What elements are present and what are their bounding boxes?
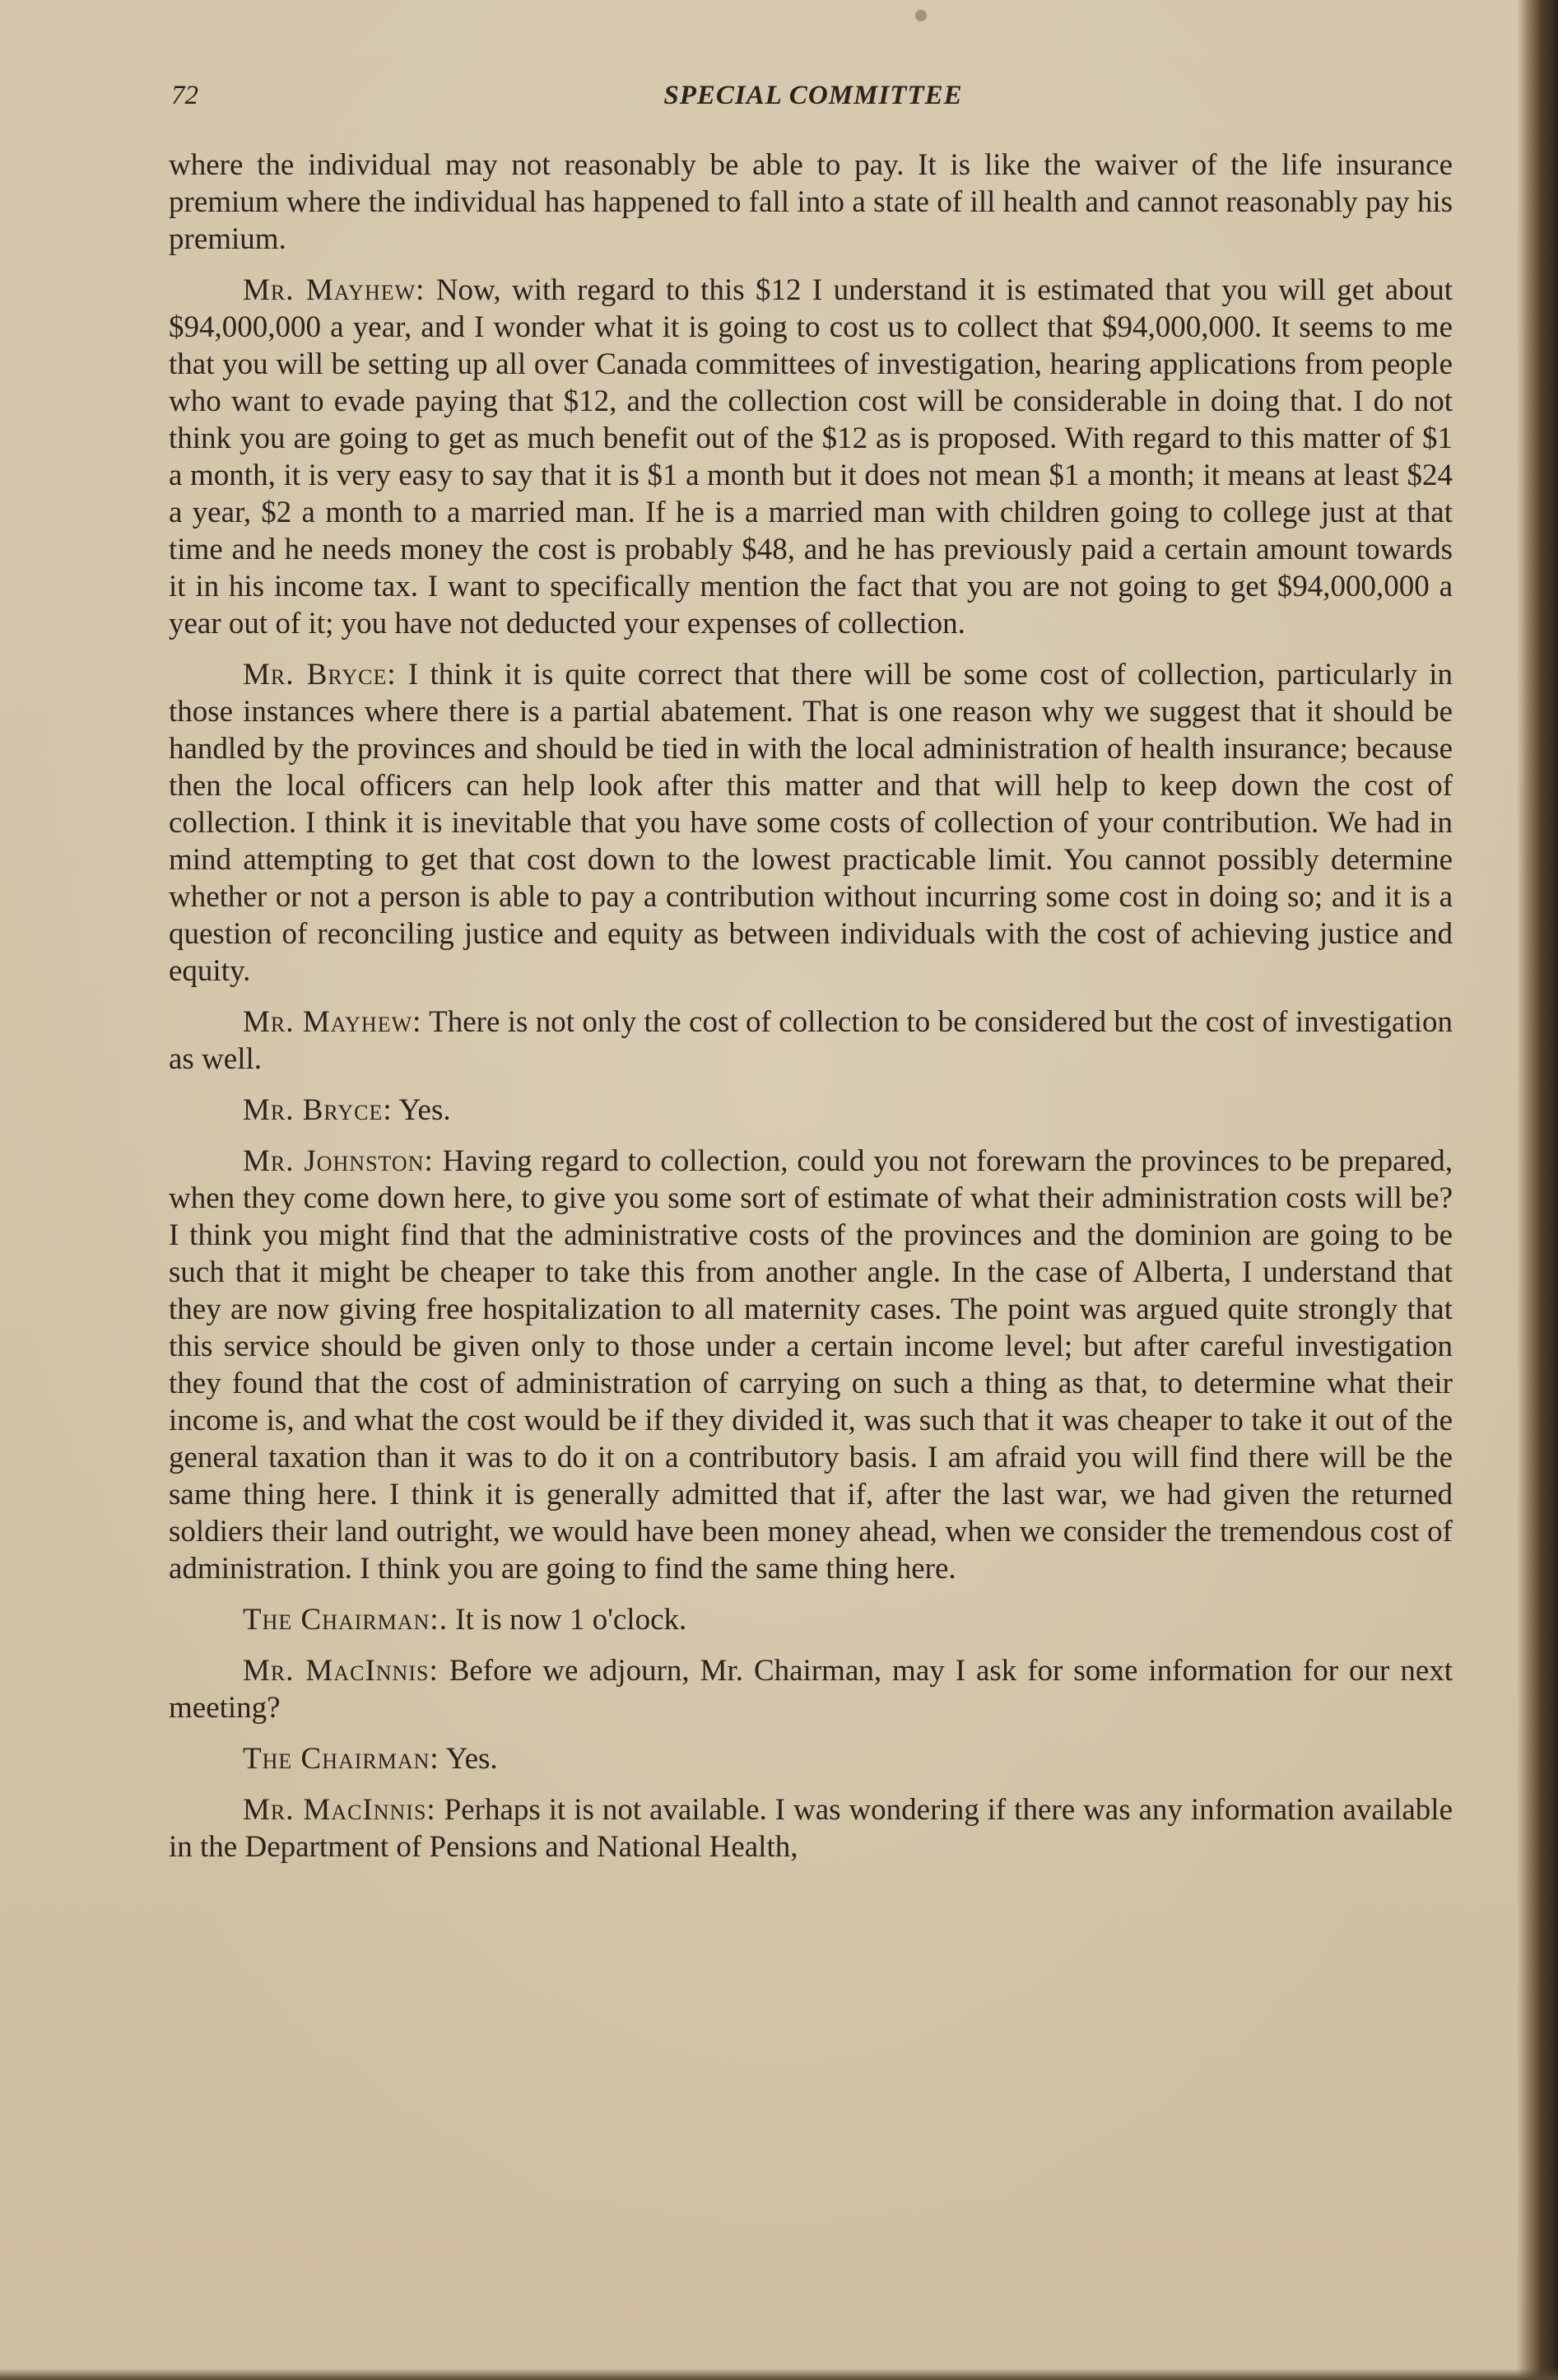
page-body xyxy=(169,147,1453,1879)
paragraph-text: There is not only the cost of collection to be considered but the cost of investigation as well. xyxy=(169,1005,1453,1076)
speaker-name: Mr. Johnston: xyxy=(243,1144,434,1178)
paragraph xyxy=(169,1601,1453,1638)
paragraph xyxy=(169,147,1453,258)
paragraph xyxy=(169,1143,1453,1587)
page-header xyxy=(171,81,1455,123)
page-number: 72 xyxy=(171,81,198,110)
paragraph xyxy=(169,1004,1453,1078)
paragraph-text: Perhaps it is not available. I was wondering if there was any information available in the Department of Pensions and National Health, xyxy=(169,1793,1453,1864)
speaker-name: Mr. Mayhew: xyxy=(243,273,426,307)
paragraph xyxy=(169,1740,1453,1777)
paragraph-text: Yes. xyxy=(445,1742,498,1776)
paragraph xyxy=(169,1092,1453,1129)
speaker-name: The Chairman:. xyxy=(243,1603,448,1637)
paragraph-text: Having regard to collection, could you not forewarn the provinces to be prepared, when they come down here, to give you some sort of estimate of what their administration costs will be? I think you might find that the administrative costs of the provinces and the dominion are going to be such that it might be cheaper to take this from another angle. In the case of Alberta, I understand that they are now giving free hospitalization to all maternity cases. The point was argued quite strongly that this service should be given only to those under a certain income level; but after careful investigation they found that the cost of administration of carrying on such a thing as that, to determine what their income is, and what the cost would be if they divided it, was such that it was cheaper to take it out of the general taxation than it was to do it on a contributory basis. I am afraid you will find there will be the same thing here. I think it is generally admitted that if, after the last war, we had given the returned soldiers their land outright, we would have been money ahead, when we consider the tremendous cost of administration. I think you are going to find the same thing here. xyxy=(169,1144,1453,1586)
page-bottom-edge xyxy=(0,2368,1558,2380)
paragraph-text: Yes. xyxy=(398,1093,451,1127)
paragraph-text: It is now 1 o'clock. xyxy=(455,1603,687,1637)
ink-speck xyxy=(915,10,927,21)
speaker-name: Mr. MacInnis: xyxy=(243,1654,439,1688)
speaker-name: Mr. Bryce: xyxy=(243,1093,393,1127)
paragraph-text: where the individual may not reasonably be able to pay. It is like the waiver of the life insurance premium where the individual has happened to fall into a state of ill health and cannot reasonably pay his premium. xyxy=(169,148,1453,256)
paragraph xyxy=(169,1652,1453,1726)
speaker-name: Mr. Bryce: xyxy=(243,658,397,692)
speaker-name: The Chairman: xyxy=(243,1742,439,1776)
paragraph-text: I think it is quite correct that there will be some cost of collection, particularly in those instances where there is a partial abatement. That is one reason why we suggest that it should be handled by the provinces and should be tied in with the local administration of health insurance; because then the local officers can help look after this matter and that will help to keep down the cost of collection. I think it is inevitable that you have some costs of collection of your contribution. We had in mind attempting to get that cost down to the lowest practicable limit. You cannot possibly determine whether or not a person is able to pay a contribution without incurring some cost in doing so; and it is a question of reconciling justice and equity as between individuals with the cost of achieving justice and equity. xyxy=(169,658,1453,988)
paragraph xyxy=(169,272,1453,642)
paragraph xyxy=(169,1791,1453,1865)
paragraph-text: Before we adjourn, Mr. Chairman, may I ask for some information for our next meeting? xyxy=(169,1654,1453,1725)
paragraph xyxy=(169,656,1453,990)
running-head: SPECIAL COMMITTEE xyxy=(663,81,963,110)
paragraph-text: Now, with regard to this $12 I understand it is estimated that you will get about $94,000,000 a year, and I wonder what it is going to cost us to collect that $94,000,000. It seems to me that you will be setting up all over Canada committees of investigation, hearing applications from people who want to evade paying that $12, and the collection cost will be considerable in doing that. I do not think you are going to get as much benefit out of the $12 as is proposed. With regard to this matter of $1 a month, it is very easy to say that it is $1 a month but it does not mean $1 a month; it means at least $24 a year, $2 a month to a married man. If he is a married man with children going to college just at that time and he needs money the cost is probably $48, and he has previously paid a certain amount towards it in his income tax. I want to specifically mention the fact that you are not going to get $94,000,000 a year out of it; you have not deducted your expenses of collection. xyxy=(169,273,1453,640)
speaker-name: Mr. MacInnis: xyxy=(243,1793,436,1827)
book-spine-shadow xyxy=(1517,0,1558,2380)
speaker-name: Mr. Mayhew: xyxy=(243,1005,422,1039)
